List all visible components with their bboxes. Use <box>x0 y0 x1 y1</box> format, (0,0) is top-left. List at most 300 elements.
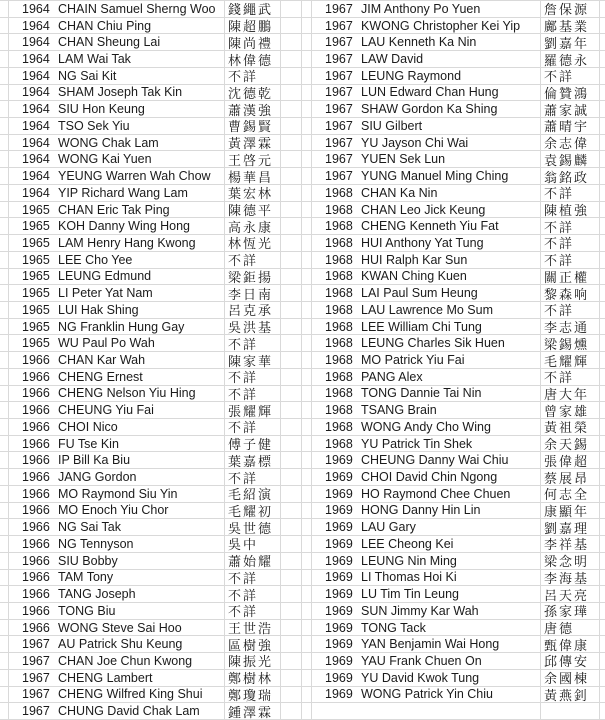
year-name-cell[interactable] <box>9 135 225 151</box>
chinese-name-cell[interactable] <box>541 202 600 218</box>
empty-cell[interactable] <box>281 34 302 50</box>
empty-cell[interactable] <box>600 168 605 184</box>
chinese-name-cell[interactable] <box>541 101 600 117</box>
year-name-cell[interactable] <box>312 352 541 368</box>
chinese-name-cell[interactable] <box>225 620 281 636</box>
chinese-name-cell[interactable] <box>225 486 281 502</box>
empty-cell[interactable] <box>600 18 605 34</box>
empty-cell[interactable] <box>600 703 605 719</box>
chinese-name-cell[interactable] <box>225 202 281 218</box>
empty-cell[interactable] <box>281 369 302 385</box>
empty-cell[interactable] <box>0 202 9 218</box>
chinese-name-cell[interactable] <box>225 34 281 50</box>
chinese-name-cell[interactable] <box>225 570 281 586</box>
chinese-name-cell[interactable] <box>541 620 600 636</box>
year-name-cell[interactable] <box>9 386 225 402</box>
empty-cell[interactable] <box>302 235 312 251</box>
year-name-cell[interactable] <box>312 18 541 34</box>
empty-cell[interactable] <box>0 151 9 167</box>
chinese-name-cell[interactable] <box>225 670 281 686</box>
empty-cell[interactable] <box>0 570 9 586</box>
chinese-name-cell[interactable] <box>225 419 281 435</box>
chinese-name-cell[interactable] <box>225 168 281 184</box>
year-name-cell[interactable] <box>312 34 541 50</box>
empty-cell[interactable] <box>302 85 312 101</box>
year-name-cell[interactable] <box>9 369 225 385</box>
chinese-name-cell[interactable] <box>225 118 281 134</box>
year-name-cell[interactable] <box>9 536 225 552</box>
year-name-cell[interactable] <box>312 519 541 535</box>
empty-cell[interactable] <box>302 1 312 17</box>
chinese-name-cell[interactable] <box>225 402 281 418</box>
empty-cell[interactable] <box>302 135 312 151</box>
empty-cell[interactable] <box>600 653 605 669</box>
empty-cell[interactable] <box>302 402 312 418</box>
chinese-name-cell[interactable] <box>541 151 600 167</box>
chinese-name-cell[interactable] <box>225 68 281 84</box>
empty-cell[interactable] <box>600 670 605 686</box>
empty-cell[interactable] <box>0 436 9 452</box>
empty-cell[interactable] <box>281 252 302 268</box>
empty-cell[interactable] <box>600 352 605 368</box>
empty-cell[interactable] <box>281 402 302 418</box>
chinese-name-cell[interactable] <box>225 519 281 535</box>
year-name-cell[interactable] <box>9 85 225 101</box>
empty-cell[interactable] <box>0 235 9 251</box>
empty-cell[interactable] <box>600 402 605 418</box>
empty-cell[interactable] <box>302 670 312 686</box>
empty-cell[interactable] <box>281 620 302 636</box>
chinese-name-cell[interactable] <box>541 1 600 17</box>
empty-cell[interactable] <box>302 536 312 552</box>
chinese-name-cell[interactable] <box>541 570 600 586</box>
empty-cell[interactable] <box>302 168 312 184</box>
empty-cell[interactable] <box>302 34 312 50</box>
empty-cell[interactable] <box>302 386 312 402</box>
year-name-cell[interactable] <box>9 51 225 67</box>
chinese-name-cell[interactable] <box>541 536 600 552</box>
year-name-cell[interactable] <box>312 1 541 17</box>
year-name-cell[interactable] <box>9 603 225 619</box>
empty-cell[interactable] <box>281 185 302 201</box>
empty-cell[interactable] <box>0 252 9 268</box>
empty-cell[interactable] <box>600 235 605 251</box>
empty-cell[interactable] <box>302 118 312 134</box>
chinese-name-cell[interactable] <box>225 252 281 268</box>
empty-cell[interactable] <box>281 18 302 34</box>
year-name-cell[interactable] <box>312 670 541 686</box>
empty-cell[interactable] <box>281 419 302 435</box>
chinese-name-cell[interactable] <box>541 135 600 151</box>
year-name-cell[interactable] <box>9 352 225 368</box>
empty-cell[interactable] <box>0 469 9 485</box>
empty-cell[interactable] <box>302 553 312 569</box>
empty-cell[interactable] <box>302 285 312 301</box>
empty-cell[interactable] <box>302 185 312 201</box>
empty-cell[interactable] <box>0 386 9 402</box>
year-name-cell[interactable] <box>9 519 225 535</box>
empty-cell[interactable] <box>281 1 302 17</box>
empty-cell[interactable] <box>0 118 9 134</box>
empty-cell[interactable] <box>281 636 302 652</box>
year-name-cell[interactable] <box>312 235 541 251</box>
empty-cell[interactable] <box>302 503 312 519</box>
empty-cell[interactable] <box>281 135 302 151</box>
empty-cell[interactable] <box>600 469 605 485</box>
chinese-name-cell[interactable] <box>541 85 600 101</box>
empty-cell[interactable] <box>0 68 9 84</box>
empty-cell[interactable] <box>0 553 9 569</box>
empty-cell[interactable] <box>600 285 605 301</box>
chinese-name-cell[interactable] <box>225 536 281 552</box>
empty-cell[interactable] <box>302 469 312 485</box>
empty-cell[interactable] <box>0 218 9 234</box>
empty-cell[interactable] <box>0 670 9 686</box>
empty-cell[interactable] <box>0 185 9 201</box>
empty-cell[interactable] <box>0 101 9 117</box>
year-name-cell[interactable] <box>312 553 541 569</box>
empty-cell[interactable] <box>281 168 302 184</box>
year-name-cell[interactable] <box>312 452 541 468</box>
chinese-name-cell[interactable] <box>541 352 600 368</box>
empty-cell[interactable] <box>0 269 9 285</box>
year-name-cell[interactable] <box>312 636 541 652</box>
year-name-cell[interactable] <box>9 687 225 703</box>
chinese-name-cell[interactable] <box>225 269 281 285</box>
empty-cell[interactable] <box>302 269 312 285</box>
empty-cell[interactable] <box>600 603 605 619</box>
empty-cell[interactable] <box>302 218 312 234</box>
chinese-name-cell[interactable] <box>541 34 600 50</box>
chinese-name-cell[interactable] <box>541 252 600 268</box>
year-name-cell[interactable] <box>9 570 225 586</box>
empty-cell[interactable] <box>600 636 605 652</box>
empty-cell[interactable] <box>302 620 312 636</box>
empty-cell[interactable] <box>281 536 302 552</box>
empty-cell[interactable] <box>0 285 9 301</box>
year-name-cell[interactable] <box>312 436 541 452</box>
year-name-cell[interactable] <box>9 402 225 418</box>
year-name-cell[interactable] <box>312 85 541 101</box>
empty-cell[interactable] <box>0 335 9 351</box>
empty-cell[interactable] <box>0 402 9 418</box>
year-name-cell[interactable] <box>9 703 225 719</box>
year-name-cell[interactable] <box>312 101 541 117</box>
empty-cell[interactable] <box>0 519 9 535</box>
year-name-cell[interactable] <box>312 135 541 151</box>
chinese-name-cell[interactable] <box>541 369 600 385</box>
chinese-name-cell[interactable] <box>225 185 281 201</box>
chinese-name-cell[interactable] <box>225 135 281 151</box>
empty-cell[interactable] <box>281 670 302 686</box>
year-name-cell[interactable] <box>312 469 541 485</box>
empty-cell[interactable] <box>600 519 605 535</box>
empty-cell[interactable] <box>600 436 605 452</box>
empty-cell[interactable] <box>281 269 302 285</box>
year-name-cell[interactable] <box>9 620 225 636</box>
chinese-name-cell[interactable] <box>541 653 600 669</box>
chinese-name-cell[interactable] <box>225 235 281 251</box>
empty-cell[interactable] <box>281 436 302 452</box>
empty-cell[interactable] <box>600 1 605 17</box>
empty-cell[interactable] <box>600 51 605 67</box>
year-name-cell[interactable] <box>9 218 225 234</box>
empty-cell[interactable] <box>302 18 312 34</box>
empty-cell[interactable] <box>600 536 605 552</box>
chinese-name-cell[interactable] <box>225 503 281 519</box>
year-name-cell[interactable] <box>312 386 541 402</box>
empty-cell[interactable] <box>302 636 312 652</box>
year-name-cell[interactable] <box>9 302 225 318</box>
chinese-name-cell[interactable] <box>541 469 600 485</box>
year-name-cell[interactable] <box>9 452 225 468</box>
empty-cell[interactable] <box>281 703 302 719</box>
chinese-name-cell[interactable] <box>541 603 600 619</box>
empty-cell[interactable] <box>281 202 302 218</box>
year-name-cell[interactable] <box>9 151 225 167</box>
chinese-name-cell[interactable] <box>541 269 600 285</box>
empty-cell[interactable] <box>302 519 312 535</box>
empty-cell[interactable] <box>302 335 312 351</box>
year-name-cell[interactable] <box>312 620 541 636</box>
year-name-cell[interactable] <box>9 202 225 218</box>
chinese-name-cell[interactable] <box>541 285 600 301</box>
empty-cell[interactable] <box>600 185 605 201</box>
empty-cell[interactable] <box>600 369 605 385</box>
empty-cell[interactable] <box>0 319 9 335</box>
chinese-name-cell[interactable] <box>225 319 281 335</box>
empty-cell[interactable] <box>600 269 605 285</box>
year-name-cell[interactable] <box>312 252 541 268</box>
empty-cell[interactable] <box>0 687 9 703</box>
empty-cell[interactable] <box>0 18 9 34</box>
empty-cell[interactable] <box>302 151 312 167</box>
empty-cell[interactable] <box>302 586 312 602</box>
empty-cell[interactable] <box>600 620 605 636</box>
year-name-cell[interactable] <box>9 34 225 50</box>
year-name-cell[interactable] <box>312 218 541 234</box>
chinese-name-cell[interactable] <box>225 469 281 485</box>
empty-cell[interactable] <box>600 319 605 335</box>
empty-cell[interactable] <box>0 452 9 468</box>
empty-cell[interactable] <box>302 252 312 268</box>
empty-cell[interactable] <box>600 335 605 351</box>
year-name-cell[interactable] <box>9 18 225 34</box>
empty-cell[interactable] <box>600 202 605 218</box>
empty-cell[interactable] <box>0 34 9 50</box>
chinese-name-cell[interactable] <box>541 586 600 602</box>
chinese-name-cell[interactable] <box>225 603 281 619</box>
year-name-cell[interactable] <box>9 636 225 652</box>
chinese-name-cell[interactable] <box>541 519 600 535</box>
year-name-cell[interactable] <box>312 402 541 418</box>
empty-cell[interactable] <box>281 486 302 502</box>
empty-cell[interactable] <box>0 85 9 101</box>
empty-cell[interactable] <box>302 603 312 619</box>
chinese-name-cell[interactable] <box>541 503 600 519</box>
empty-cell[interactable] <box>0 503 9 519</box>
chinese-name-cell[interactable] <box>225 1 281 17</box>
year-name-cell[interactable] <box>312 703 541 719</box>
empty-cell[interactable] <box>281 101 302 117</box>
chinese-name-cell[interactable] <box>225 85 281 101</box>
empty-cell[interactable] <box>302 68 312 84</box>
year-name-cell[interactable] <box>9 653 225 669</box>
year-name-cell[interactable] <box>9 586 225 602</box>
empty-cell[interactable] <box>0 586 9 602</box>
empty-cell[interactable] <box>0 603 9 619</box>
chinese-name-cell[interactable] <box>541 68 600 84</box>
empty-cell[interactable] <box>281 335 302 351</box>
empty-cell[interactable] <box>600 452 605 468</box>
empty-cell[interactable] <box>600 118 605 134</box>
year-name-cell[interactable] <box>9 269 225 285</box>
year-name-cell[interactable] <box>9 252 225 268</box>
chinese-name-cell[interactable] <box>225 703 281 719</box>
chinese-name-cell[interactable] <box>225 687 281 703</box>
empty-cell[interactable] <box>600 151 605 167</box>
empty-cell[interactable] <box>600 570 605 586</box>
year-name-cell[interactable] <box>312 419 541 435</box>
chinese-name-cell[interactable] <box>541 386 600 402</box>
empty-cell[interactable] <box>600 218 605 234</box>
empty-cell[interactable] <box>281 687 302 703</box>
empty-cell[interactable] <box>281 386 302 402</box>
year-name-cell[interactable] <box>9 503 225 519</box>
chinese-name-cell[interactable] <box>225 352 281 368</box>
empty-cell[interactable] <box>0 168 9 184</box>
chinese-name-cell[interactable] <box>541 51 600 67</box>
empty-cell[interactable] <box>600 68 605 84</box>
empty-cell[interactable] <box>281 603 302 619</box>
year-name-cell[interactable] <box>9 419 225 435</box>
chinese-name-cell[interactable] <box>541 118 600 134</box>
chinese-name-cell[interactable] <box>541 402 600 418</box>
year-name-cell[interactable] <box>312 603 541 619</box>
chinese-name-cell[interactable] <box>225 586 281 602</box>
year-name-cell[interactable] <box>312 302 541 318</box>
year-name-cell[interactable] <box>9 553 225 569</box>
year-name-cell[interactable] <box>312 486 541 502</box>
empty-cell[interactable] <box>281 352 302 368</box>
empty-cell[interactable] <box>281 469 302 485</box>
empty-cell[interactable] <box>302 653 312 669</box>
empty-cell[interactable] <box>600 34 605 50</box>
empty-cell[interactable] <box>281 218 302 234</box>
empty-cell[interactable] <box>281 51 302 67</box>
year-name-cell[interactable] <box>9 168 225 184</box>
year-name-cell[interactable] <box>9 285 225 301</box>
empty-cell[interactable] <box>0 302 9 318</box>
chinese-name-cell[interactable] <box>541 436 600 452</box>
chinese-name-cell[interactable] <box>225 636 281 652</box>
year-name-cell[interactable] <box>9 436 225 452</box>
chinese-name-cell[interactable] <box>225 436 281 452</box>
empty-cell[interactable] <box>600 503 605 519</box>
empty-cell[interactable] <box>0 369 9 385</box>
empty-cell[interactable] <box>600 135 605 151</box>
empty-cell[interactable] <box>281 68 302 84</box>
chinese-name-cell[interactable] <box>225 553 281 569</box>
year-name-cell[interactable] <box>312 570 541 586</box>
empty-cell[interactable] <box>302 570 312 586</box>
empty-cell[interactable] <box>600 252 605 268</box>
year-name-cell[interactable] <box>9 335 225 351</box>
empty-cell[interactable] <box>302 419 312 435</box>
year-name-cell[interactable] <box>9 118 225 134</box>
empty-cell[interactable] <box>0 636 9 652</box>
year-name-cell[interactable] <box>312 202 541 218</box>
empty-cell[interactable] <box>0 703 9 719</box>
year-name-cell[interactable] <box>312 168 541 184</box>
empty-cell[interactable] <box>302 452 312 468</box>
empty-cell[interactable] <box>600 302 605 318</box>
empty-cell[interactable] <box>600 687 605 703</box>
chinese-name-cell[interactable] <box>225 151 281 167</box>
empty-cell[interactable] <box>0 620 9 636</box>
chinese-name-cell[interactable] <box>225 452 281 468</box>
empty-cell[interactable] <box>302 486 312 502</box>
empty-cell[interactable] <box>600 419 605 435</box>
chinese-name-cell[interactable] <box>225 302 281 318</box>
chinese-name-cell[interactable] <box>541 670 600 686</box>
chinese-name-cell[interactable] <box>541 335 600 351</box>
empty-cell[interactable] <box>281 235 302 251</box>
chinese-name-cell[interactable] <box>541 185 600 201</box>
year-name-cell[interactable] <box>312 335 541 351</box>
chinese-name-cell[interactable] <box>225 369 281 385</box>
year-name-cell[interactable] <box>312 586 541 602</box>
chinese-name-cell[interactable] <box>541 168 600 184</box>
empty-cell[interactable] <box>0 352 9 368</box>
empty-cell[interactable] <box>281 151 302 167</box>
year-name-cell[interactable] <box>312 285 541 301</box>
year-name-cell[interactable] <box>9 469 225 485</box>
empty-cell[interactable] <box>0 653 9 669</box>
empty-cell[interactable] <box>281 519 302 535</box>
chinese-name-cell[interactable] <box>225 101 281 117</box>
empty-cell[interactable] <box>302 436 312 452</box>
year-name-cell[interactable] <box>312 503 541 519</box>
empty-cell[interactable] <box>600 101 605 117</box>
empty-cell[interactable] <box>302 352 312 368</box>
empty-cell[interactable] <box>302 302 312 318</box>
year-name-cell[interactable] <box>9 486 225 502</box>
chinese-name-cell[interactable] <box>541 687 600 703</box>
empty-cell[interactable] <box>302 202 312 218</box>
year-name-cell[interactable] <box>312 51 541 67</box>
empty-cell[interactable] <box>0 486 9 502</box>
empty-cell[interactable] <box>0 536 9 552</box>
year-name-cell[interactable] <box>9 235 225 251</box>
empty-cell[interactable] <box>302 687 312 703</box>
chinese-name-cell[interactable] <box>225 335 281 351</box>
empty-cell[interactable] <box>0 51 9 67</box>
year-name-cell[interactable] <box>312 118 541 134</box>
empty-cell[interactable] <box>302 703 312 719</box>
year-name-cell[interactable] <box>9 185 225 201</box>
chinese-name-cell[interactable] <box>541 636 600 652</box>
empty-cell[interactable] <box>281 85 302 101</box>
empty-cell[interactable] <box>0 135 9 151</box>
chinese-name-cell[interactable] <box>225 386 281 402</box>
empty-cell[interactable] <box>302 51 312 67</box>
empty-cell[interactable] <box>0 419 9 435</box>
year-name-cell[interactable] <box>312 68 541 84</box>
empty-cell[interactable] <box>600 85 605 101</box>
year-name-cell[interactable] <box>312 269 541 285</box>
year-name-cell[interactable] <box>312 319 541 335</box>
